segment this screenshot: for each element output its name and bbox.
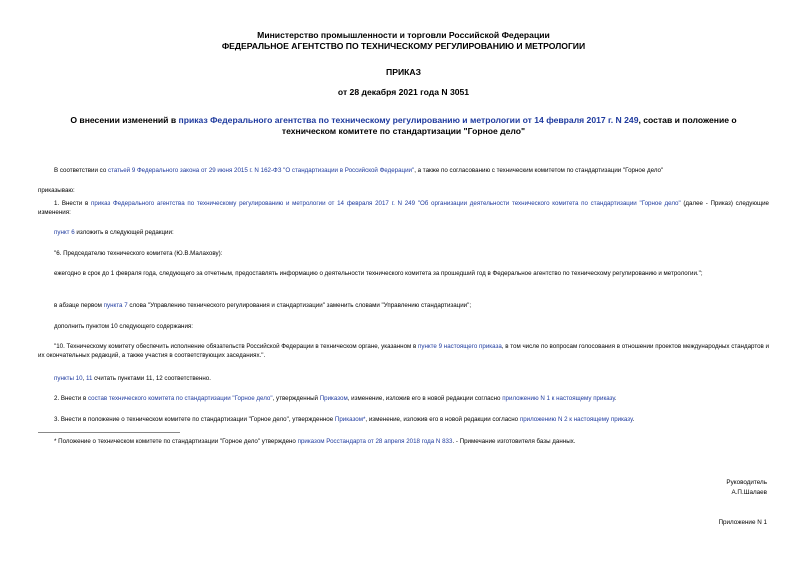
title-order-link[interactable]: приказ Федерального агентства по техническому регулированию и метрологии от 14 февраля 2017 г. N 249 <box>178 115 639 125</box>
renumber-separator: , <box>82 375 86 382</box>
paragraph-item-2 <box>54 394 769 403</box>
appendix-2-link[interactable]: приложению N 2 к настоящему приказу <box>519 416 633 423</box>
document-date-number: от 28 декабря 2021 года N 3051 <box>337 87 470 97</box>
item-2-text-1: 2. Внести в <box>54 395 88 402</box>
paragraph-preamble <box>54 166 784 175</box>
footnote-text-1: * Положение о техническом комитете по стандартизации "Горное дело" утверждено <box>54 438 298 445</box>
points-10-link[interactable]: пункты 10 <box>54 375 83 382</box>
footnote <box>54 437 769 446</box>
item-1-text-1: 1. Внести в <box>54 200 91 207</box>
point-10-text-2: , в том числе по вопросам голосования в отношении проектов международных стандартов и их окончательных редакций, а также участия в соответствующих заседаниях.". <box>38 343 769 359</box>
paragraph-chairman: "6. Председателю технического комитета (Ю.В.Малахову): <box>54 250 223 257</box>
federal-law-link[interactable]: статьей 9 Федерального закона от 29 июня 2015 г. N 162-ФЗ "О стандартизации в Российской Федерации" <box>107 167 415 174</box>
paragraph-annual-report: ежегодно в срок до 1 февраля года, следующего за отчетным, предоставлять информацию о деятельности технического комитета за прошедший год в Федеральное агентство по техническому регулированию и метрологии."; <box>54 270 703 277</box>
ministry-name: Министерство промышленности и торговли Российской Федерации <box>257 30 550 40</box>
signature-role: Руководитель <box>726 479 767 486</box>
point-9-link[interactable]: пункте 9 настоящего приказа <box>418 343 502 350</box>
item-2-text-4: . <box>614 395 617 402</box>
point-7-text-2: слова "Управлению технического регулирования и стандартизации" заменить словами "Управлению стандартизации"; <box>127 302 472 309</box>
paragraph-item-3 <box>54 415 769 424</box>
item-3-text-2: , изменение, изложив его в новой редакции согласно <box>365 416 520 423</box>
title-text-1: О внесении изменений в <box>70 115 179 125</box>
footnote-marker[interactable]: * <box>362 416 366 423</box>
paragraph-point-10 <box>38 342 769 360</box>
appendix-1-link[interactable]: приложению N 1 к настоящему приказу <box>502 395 615 402</box>
agency-name: ФЕДЕРАЛЬНОЕ АГЕНТСТВО ПО ТЕХНИЧЕСКОМУ РЕГУЛИРОВАНИЮ И МЕТРОЛОГИИ <box>221 41 586 51</box>
appendix-label: Приложение N 1 <box>718 519 767 526</box>
paragraph-add-point-10: дополнить пунктом 10 следующего содержания: <box>54 323 193 330</box>
paragraph-renumber <box>54 374 554 383</box>
item-2-text-3: , изменение, изложив его в новой редакции согласно <box>347 395 503 402</box>
document-type: ПРИКАЗ <box>386 67 421 77</box>
item-3-text-1: 3. Внести в положение о техническом комитете по стандартизации "Горное дело", утвержденное <box>54 416 335 423</box>
document-title <box>60 115 747 136</box>
paragraph-point-6 <box>54 228 454 237</box>
item-1-text-2: (далее - Приказ) следующие изменения: <box>38 200 769 216</box>
paragraph-item-1 <box>38 199 769 217</box>
renumber-text: считать пунктами 11, 12 соответственно. <box>92 375 211 382</box>
item-3-text-3: . <box>632 416 635 423</box>
point-6-link[interactable]: пункт 6 <box>54 229 75 236</box>
item-2-order-link[interactable]: Приказом <box>319 395 348 402</box>
item-3-order-link[interactable]: Приказом <box>334 416 363 423</box>
title-text-2: , состав и положение о техническом комитете по стандартизации "Горное дело" <box>281 115 737 136</box>
preamble-text-1: В соответствии со <box>54 167 108 174</box>
point-6-text: изложить в следующей редакции: <box>74 229 174 236</box>
point-11-link[interactable]: 11 <box>85 375 93 382</box>
footnote-divider <box>38 432 180 433</box>
paragraph-order-word: приказываю: <box>38 187 75 194</box>
rosstandart-order-link[interactable]: приказом Росстандарта от 28 апреля 2018 года N 833 <box>297 438 453 445</box>
paragraph-point-7 <box>54 301 769 310</box>
point-10-text-1: "10. Техническому комитету обеспечить исполнение обязательств Российской Федерации в техническом органе, указанном в <box>54 343 419 350</box>
signature-name: А.П.Шалаев <box>731 489 767 496</box>
footnote-text-2: . - Примечание изготовителя базы данных. <box>452 438 576 445</box>
point-7-link[interactable]: пункта 7 <box>103 302 128 309</box>
point-7-text-1: в абзаце первом <box>54 302 104 309</box>
preamble-text-2: , а также по согласованию с техническим комитетом по стандартизации "Горное дело" <box>414 167 664 174</box>
item-2-text-2: , утвержденный <box>272 395 320 402</box>
order-249-link[interactable]: приказ Федерального агентства по техническому регулированию и метрологии от 14 февраля 2017 г. N 249 "Об организации деятельности технического комитета по стандартизации "Горное дело" <box>90 200 681 207</box>
committee-composition-link[interactable]: состав технического комитета по стандартизации "Горное дело" <box>87 395 273 402</box>
